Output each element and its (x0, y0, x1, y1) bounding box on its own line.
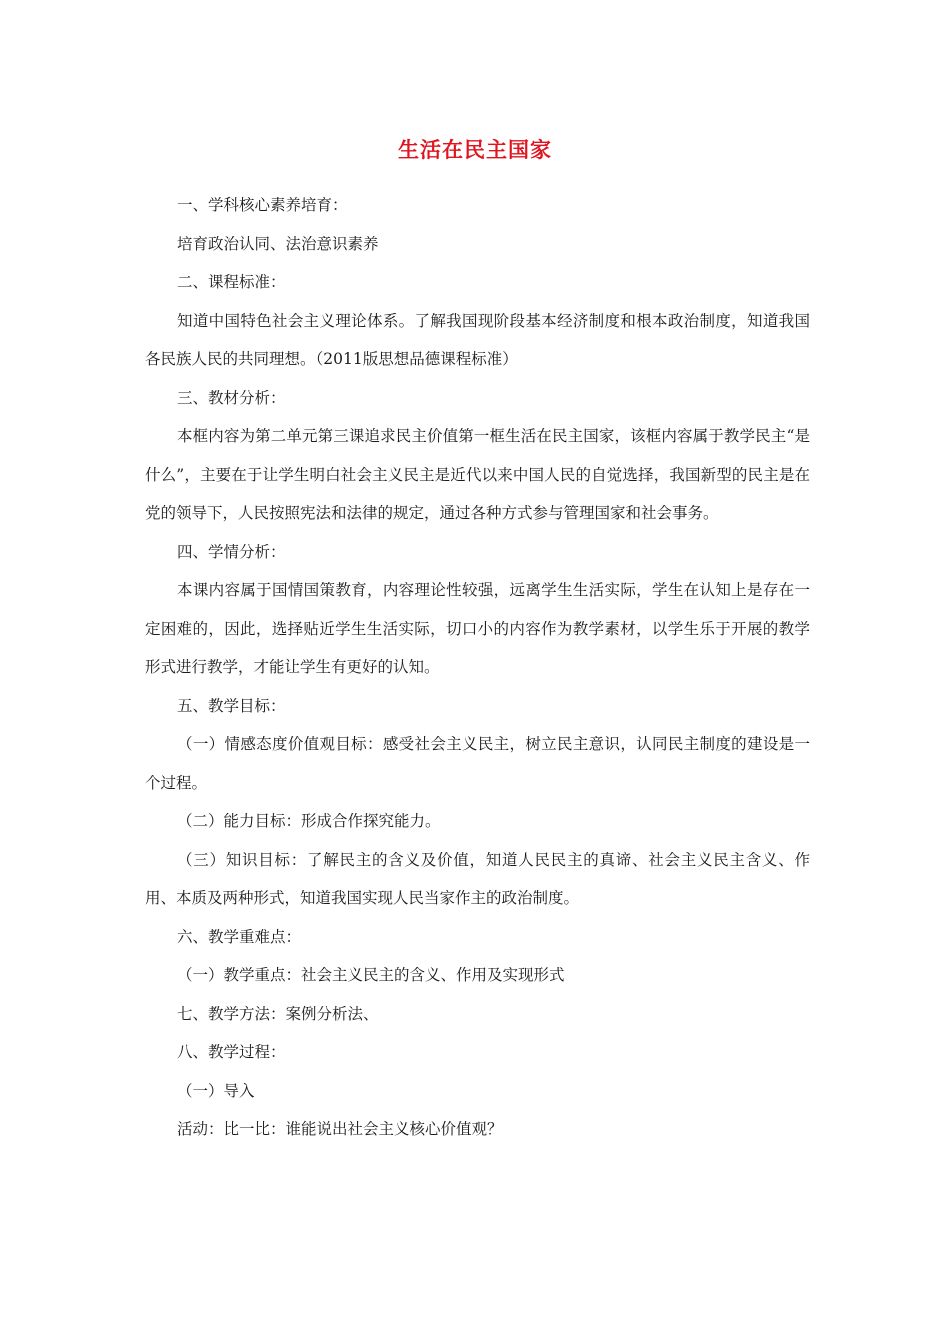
process-introduction: （一）导入 (177, 1081, 255, 1100)
heading-student-analysis: 四、学情分析： (177, 542, 286, 561)
goal-knowledge: （三）知识目标：了解民主的含义及价值，知道人民民主的真谛、社会主义民主含义、作用、本质及两种形式，知道我国实现人民当家作主的政治制度。 (145, 850, 810, 907)
heading-teaching-method: 七、教学方法：案例分析法、 (177, 1004, 379, 1023)
paragraph-student-analysis: 本课内容属于国情国策教育，内容理论性较强，远离学生生活实际，学生在认知上是存在一定困难的，因此，选择贴近学生生活实际，切口小的内容作为教学素材，以学生乐于开展的教学形式进行教学，才能让学生有更好的认知。 (145, 581, 810, 676)
heading-textbook-analysis: 三、教材分析： (177, 388, 286, 407)
heading-teaching-goals: 五、教学目标： (177, 696, 286, 715)
document-body (145, 186, 810, 1149)
goal-attitude: （一）情感态度价值观目标：感受社会主义民主，树立民主意识，认同民主制度的建设是一个过程。 (145, 735, 810, 792)
paragraph-core-literacy: 培育政治认同、法治意识素养 (177, 234, 379, 253)
goal-ability: （二）能力目标：形成合作探究能力。 (177, 812, 441, 830)
key-point-1: （一）教学重点：社会主义民主的含义、作用及实现形式 (177, 966, 565, 984)
heading-key-points: 六、教学重难点： (177, 927, 302, 946)
document-title: 生活在民主国家 (398, 138, 552, 162)
paragraph-textbook-analysis: 本框内容为第二单元第三课追求民主价值第一框生活在民主国家，该框内容属于教学民主“是什么”，主要在于让学生明白社会主义民主是近代以来中国人民的自觉选择，我国新型的民主是在党的领导下，人民按照宪法和法律的规定，通过各种方式参与管理国家和社会事务。 (145, 427, 810, 522)
heading-teaching-process: 八、教学过程： (177, 1043, 286, 1061)
heading-curriculum-standard: 二、课程标准： (177, 273, 286, 291)
activity-compare: 活动：比一比：谁能说出社会主义核心价值观？ (177, 1120, 503, 1138)
paragraph-curriculum-standard: 知道中国特色社会主义理论体系。了解我国现阶段基本经济制度和根本政治制度，知道我国各民族人民的共同理想。（2011版思想品德课程标准） (145, 311, 810, 368)
heading-core-literacy: 一、学科核心素养培育： (177, 196, 348, 214)
